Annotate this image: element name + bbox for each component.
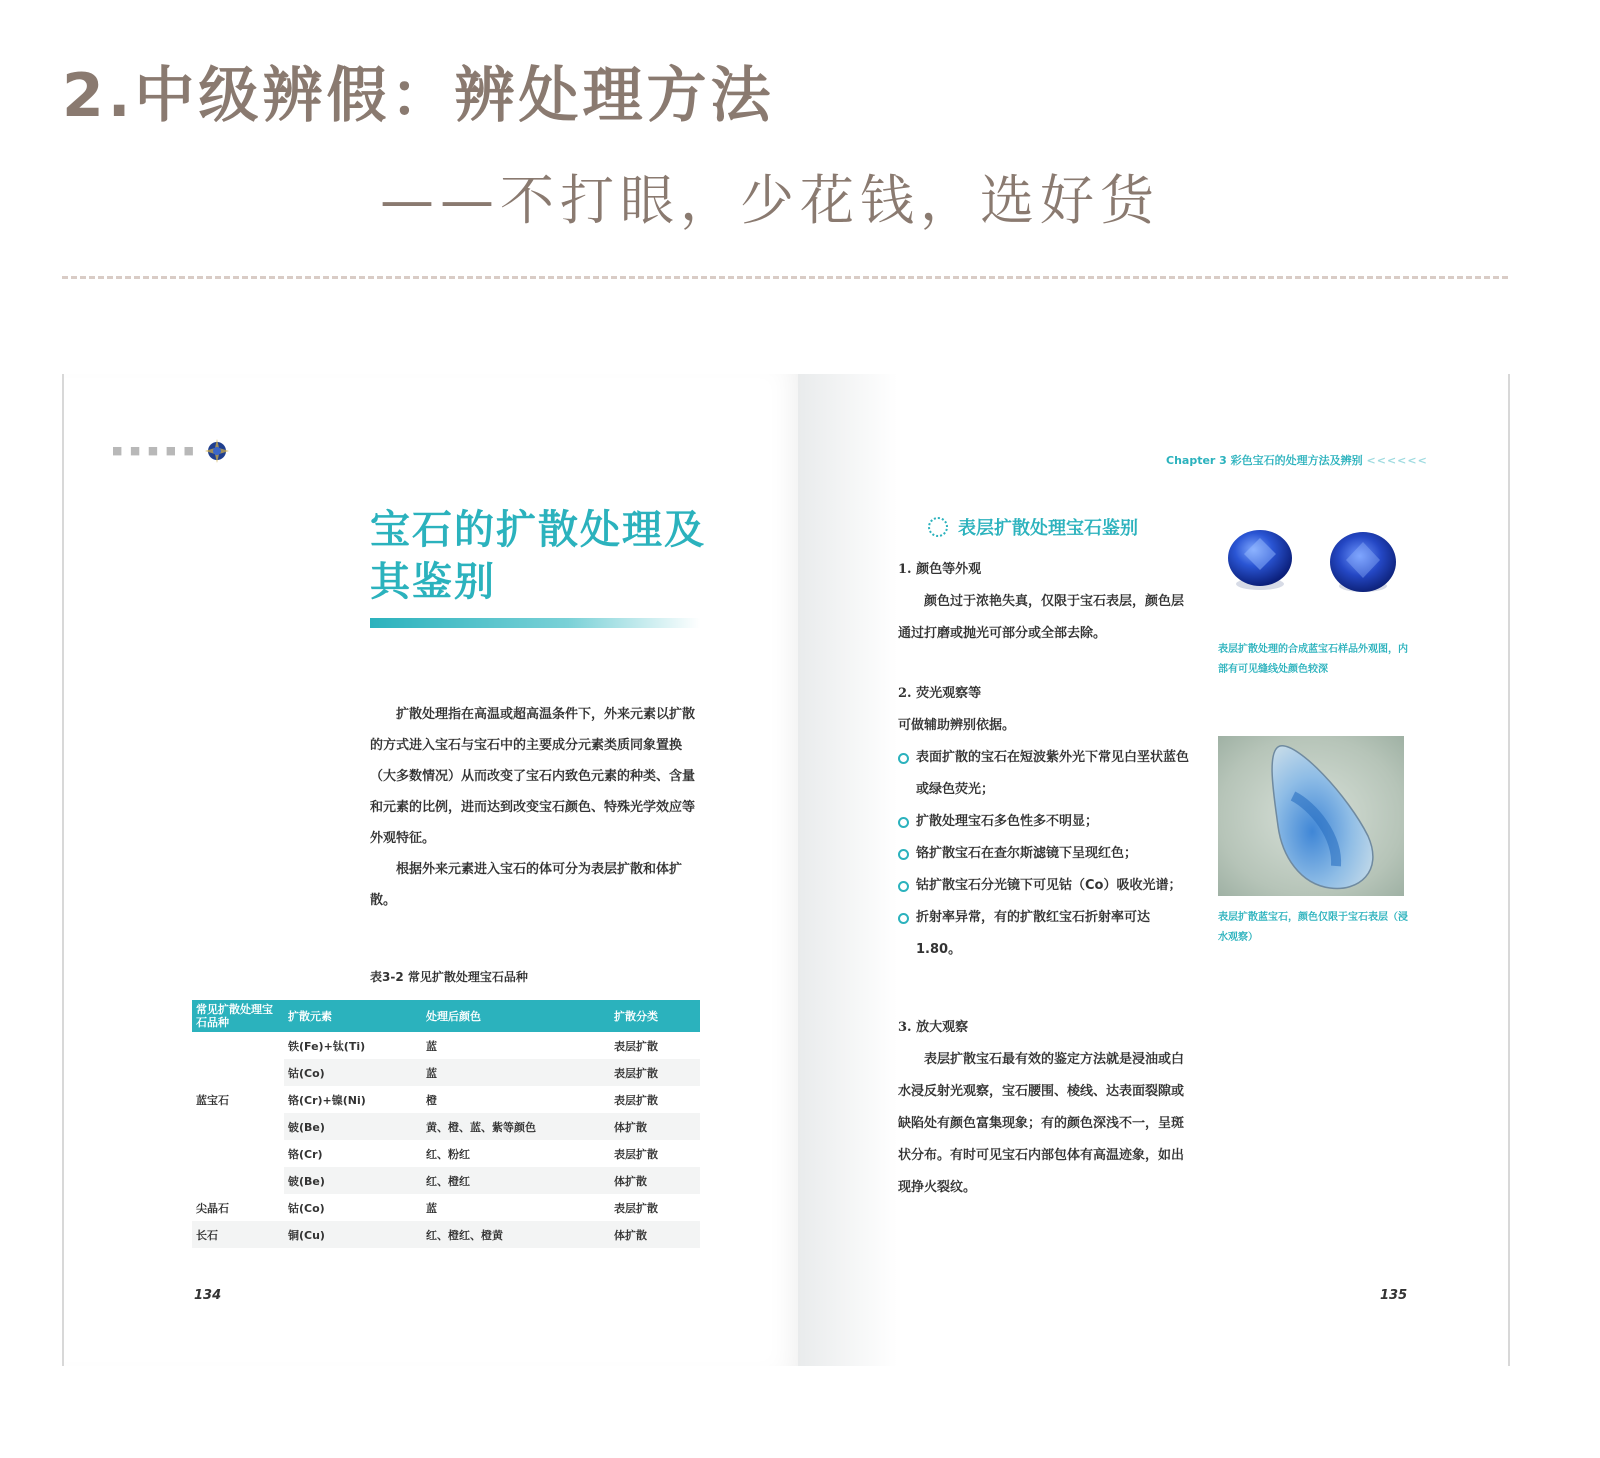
running-head-arrows: <<<<<< <box>1366 454 1428 467</box>
table-header-cell: 扩散元素 <box>284 1000 422 1032</box>
gem-logo-icon <box>204 438 230 464</box>
table-cell <box>192 1140 284 1167</box>
table-cell: 表层扩散 <box>614 1201 658 1215</box>
intro-paragraph-2: 根据外来元素进入宝石的体可分为表层扩散和体扩散。 <box>370 862 683 908</box>
table-cell <box>192 1113 284 1140</box>
table-header-row <box>192 1000 700 1032</box>
table-cell <box>192 1167 284 1194</box>
table-cell: 红、橙红 <box>422 1167 610 1194</box>
table-caption: 表3-2 常见扩散处理宝石品种 <box>370 970 528 984</box>
chapter-title-line-1: 宝石的扩散处理及 <box>370 506 706 553</box>
sub2-intro: 可做辅助辨别依据。 <box>898 718 1016 733</box>
chapter-title <box>370 504 730 608</box>
immersion-photo <box>1218 736 1404 896</box>
photo-caption-2: 表层扩散蓝宝石，颜色仅限于宝石表层（浸水观察） <box>1218 912 1408 943</box>
table-cell: 蓝 <box>426 1039 437 1053</box>
table-cell: 钴(Co) <box>284 1059 422 1086</box>
bullet-item: 折射率异常，有的扩散红宝石折射率可达1.80。 <box>898 902 1190 966</box>
bullet-item: 表面扩散的宝石在短波紫外光下常见白垩状蓝色或绿色荧光； <box>898 742 1190 806</box>
section-3 <box>898 1012 1190 1204</box>
table-cell: 长石 <box>192 1221 284 1248</box>
table-cell <box>192 1059 284 1086</box>
table-cell: 铬(Cr) <box>288 1147 323 1161</box>
table-cell: 表层扩散 <box>610 1059 700 1086</box>
right-page <box>798 374 1510 1366</box>
table-row <box>192 1032 700 1059</box>
table-row <box>192 1113 700 1140</box>
table-cell: 表层扩散 <box>614 1039 658 1053</box>
running-head-text: Chapter 3 彩色宝石的处理方法及辨别 <box>1166 454 1363 467</box>
table-header-cell: 常见扩散处理宝石品种 <box>192 1000 284 1032</box>
table-cell: 铬(Cr)+镍(Ni) <box>288 1093 366 1107</box>
sub1-title: 1. 颜色等外观 <box>898 562 982 577</box>
chapter-title-bar <box>370 618 700 628</box>
sub1-text: 颜色过于浓艳失真，仅限于宝石表层，颜色层通过打磨或抛光可部分或全部去除。 <box>898 594 1185 641</box>
table-cell: 尖晶石 <box>196 1201 229 1215</box>
sapphire-photo <box>1218 524 1406 634</box>
table-header-cell: 扩散分类 <box>610 1000 700 1032</box>
table-cell: 表层扩散 <box>614 1093 658 1107</box>
section-2 <box>898 678 1190 966</box>
table-cell: 体扩散 <box>610 1221 700 1248</box>
table-cell: 蓝 <box>426 1201 437 1215</box>
bullet-item: 钴扩散宝石分光镜下可见钴（Co）吸收光谱； <box>898 870 1190 902</box>
dashed-divider <box>62 276 1508 279</box>
table-cell: 红、粉红 <box>426 1147 470 1161</box>
page-number-left: 134 <box>194 1288 222 1303</box>
left-running-head: ■ ■ ■ ■ ■ <box>112 444 196 457</box>
sub3-text: 表层扩散宝石最有效的鉴定方法就是浸油或白水浸反射光观察，宝石腰围、棱线、达表面裂隙或缺陷处有颜色富集现象；有的颜色深浅不一，呈斑状分布。有时可见宝石内部包体有高温迹象，如出现挣火裂纹。 <box>898 1052 1185 1195</box>
pear-sapphire-icon <box>1218 736 1404 896</box>
table-cell: 黄、橙、蓝、紫等颜色 <box>422 1113 610 1140</box>
bullet-item: 铬扩散宝石在查尔斯滤镜下呈现红色； <box>898 838 1190 870</box>
table-cell: 体扩散 <box>610 1167 700 1194</box>
table-cell: 铜(Cu) <box>284 1221 422 1248</box>
table-header-cell: 处理后颜色 <box>422 1000 610 1032</box>
book-spread-photo <box>62 374 1508 1366</box>
table-cell: 蓝宝石 <box>196 1093 229 1107</box>
diffusion-table <box>192 1000 700 1248</box>
left-page <box>62 374 800 1366</box>
table-cell: 红、橙红、橙黄 <box>422 1221 610 1248</box>
table-row <box>192 1086 700 1113</box>
table-row <box>192 1140 700 1167</box>
table-cell: 铍(Be) <box>284 1113 422 1140</box>
article-title: 2.中级辨假：辨处理方法 <box>62 61 775 131</box>
photo-caption-1: 表层扩散处理的合成蓝宝石样品外观图，内部有可见缝线处颜色较深 <box>1218 644 1408 675</box>
gear-ring-icon <box>928 517 948 537</box>
table-cell: 体扩散 <box>610 1113 700 1140</box>
table-row <box>192 1059 700 1086</box>
table-cell: 铁(Fe)+钛(Ti) <box>288 1039 366 1053</box>
table-cell <box>192 1032 284 1059</box>
right-running-head <box>1166 452 1428 468</box>
section-1 <box>898 554 1190 650</box>
chapter-title-line-2: 其鉴别 <box>370 558 496 605</box>
section-title <box>928 514 1138 540</box>
table-cell: 蓝 <box>422 1059 610 1086</box>
table-row <box>192 1194 700 1221</box>
table-cell: 表层扩散 <box>614 1147 658 1161</box>
sub3-title: 3. 放大观察 <box>898 1020 969 1035</box>
page-number-right: 135 <box>1380 1288 1408 1303</box>
table-row <box>192 1221 700 1248</box>
table-cell: 钴(Co) <box>288 1201 325 1215</box>
intro-paragraph-1: 扩散处理指在高温或超高温条件下，外来元素以扩散的方式进入宝石与宝石中的主要成分元素类质同象置换（大多数情况）从而改变了宝石内致色元素的种类、含量和元素的比例，进而达到改变宝石颜色、特殊光学效应等外观特征。 <box>370 707 696 846</box>
sub2-title: 2. 荧光观察等 <box>898 686 982 701</box>
intro-text <box>370 699 700 916</box>
table-row <box>192 1167 700 1194</box>
section-title-text: 表层扩散处理宝石鉴别 <box>958 518 1138 539</box>
bullet-item: 扩散处理宝石多色性多不明显； <box>898 806 1190 838</box>
article-subtitle: ——不打眼，少花钱，选好货 <box>380 169 1160 232</box>
table-cell: 铍(Be) <box>284 1167 422 1194</box>
table-cell: 橙 <box>426 1093 437 1107</box>
